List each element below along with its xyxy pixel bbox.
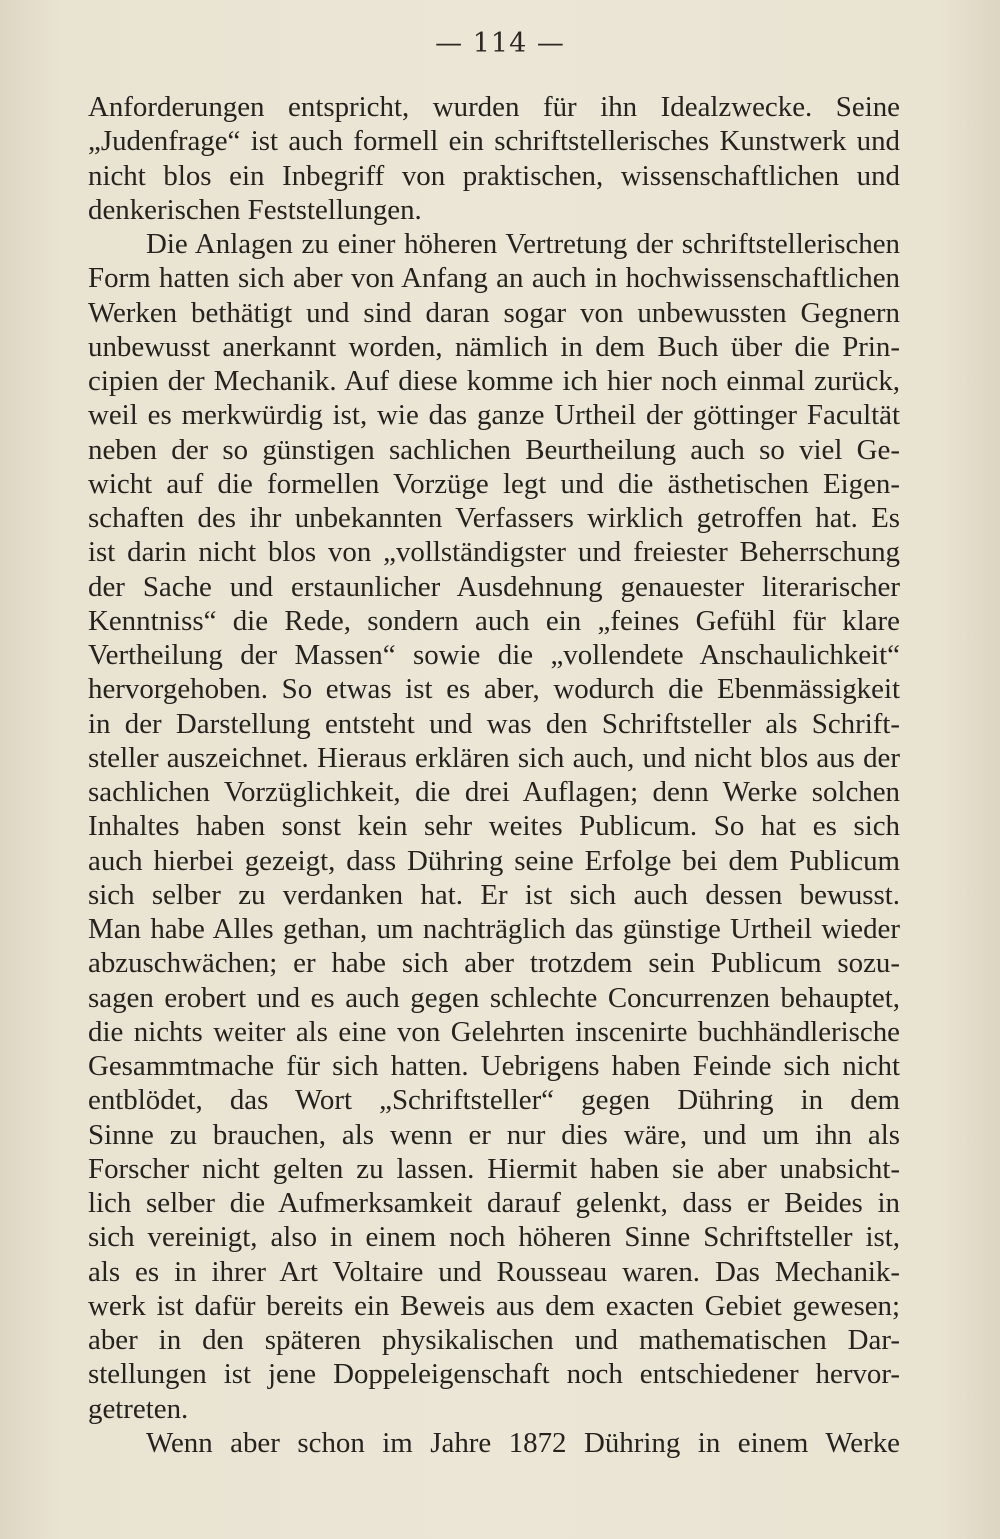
text-line: neben der so günstigen sachlichen Beurtheilung auch so viel Ge-	[88, 433, 900, 466]
text-line: sachlichen Vorzüglichkeit, die drei Auflagen; denn Werke solchen	[88, 776, 900, 808]
body-text	[88, 90, 900, 1460]
text-line: aber in den späteren physikalischen und mathematischen Dar-	[88, 1324, 900, 1356]
text-line: Die Anlagen zu einer höheren Vertretung der schriftstellerischen	[146, 228, 900, 260]
paragraph	[88, 90, 900, 227]
text-line: sagen erobert und es auch gegen schlechte Concurrenzen behauptet,	[88, 981, 900, 1014]
paragraph	[88, 1426, 900, 1460]
text-line: Forscher nicht gelten zu lassen. Hiermit haben sie aber unabsicht-	[88, 1152, 900, 1185]
text-line: in der Darstellung entsteht und was den Schriftsteller als Schrift-	[88, 707, 900, 740]
text-line: Vertheilung der Massen“ sowie die „vollendete Anschaulichkeit“	[88, 639, 900, 671]
text-line: sich vereinigt, also in einem noch höheren Sinne Schriftsteller ist,	[88, 1221, 900, 1254]
text-line: unbewusst anerkannt worden, nämlich in dem Buch über die Prin-	[88, 330, 900, 363]
text-line: lich selber die Aufmerksamkeit darauf gelenkt, dass er Beides in	[88, 1187, 900, 1219]
text-line: stellungen ist jene Doppeleigenschaft noch entschiedener hervor-	[88, 1358, 900, 1391]
text-line: getreten.	[88, 1392, 189, 1425]
text-line: cipien der Mechanik. Auf diese komme ich hier noch einmal zurück,	[88, 365, 900, 397]
text-line: weil es merkwürdig ist, wie das ganze Urtheil der göttinger Facultät	[88, 399, 900, 432]
text-line: schaften des ihr unbekannten Verfassers wirklich getroffen hat. Es	[88, 502, 900, 534]
text-line: entblödet, das Wort „Schriftsteller“ gegen Dühring in dem	[88, 1084, 900, 1117]
text-line: Sinne zu brauchen, als wenn er nur dies wäre, und um ihn als	[88, 1118, 900, 1151]
text-line: Wenn aber schon im Jahre 1872 Dühring in einem Werke	[146, 1426, 900, 1459]
page-number: — 114 —	[435, 28, 565, 59]
paragraph	[88, 227, 900, 1426]
text-line: der Sache und erstaunlicher Ausdehnung genauester literarischer	[88, 570, 900, 603]
text-line: die nichts weiter als eine von Gelehrten inscenirte buchhändlerische	[88, 1015, 900, 1048]
text-line: hervorgehoben. So etwas ist es aber, wodurch die Ebenmässigkeit	[88, 673, 900, 706]
text-line: abzuschwächen; er habe sich aber trotzdem sein Publicum sozu-	[88, 947, 900, 980]
text-line: „Judenfrage“ ist auch formell ein schriftstellerisches Kunstwerk und	[88, 125, 900, 158]
text-line: auch hierbei gezeigt, dass Dühring seine Erfolge bei dem Publicum	[88, 844, 900, 877]
text-line: Gesammtmache für sich hatten. Uebrigens haben Feinde sich nicht	[88, 1050, 900, 1082]
text-line: Werken bethätigt und sind daran sogar von unbewussten Gegnern	[88, 296, 900, 329]
text-line: Anforderungen entspricht, wurden für ihn Idealzwecke. Seine	[88, 91, 900, 123]
text-line: als es in ihrer Art Voltaire und Rousseau waren. Das Mechanik-	[88, 1255, 900, 1288]
text-line: Man habe Alles gethan, um nachträglich das günstige Urtheil wieder	[88, 913, 900, 945]
text-line: sich selber zu verdanken hat. Er ist sich auch dessen bewusst.	[88, 878, 900, 911]
text-line: Inhaltes haben sonst kein sehr weites Publicum. So hat es sich	[88, 810, 900, 843]
text-line: nicht blos ein Inbegriff von praktischen, wissenschaftlichen und	[88, 159, 900, 192]
text-line: Form hatten sich aber von Anfang an auch in hochwissenschaftlichen	[88, 262, 900, 295]
text-line: wicht auf die formellen Vorzüge legt und die ästhetischen Eigen-	[88, 467, 900, 500]
text-line: denkerischen Feststellungen.	[88, 193, 422, 226]
text-line: steller auszeichnet. Hieraus erklären sich auch, und nicht blos aus der	[88, 741, 900, 774]
text-line: werk ist dafür bereits ein Beweis aus dem exacten Gebiet gewesen;	[88, 1289, 900, 1322]
text-line: Kenntniss“ die Rede, sondern auch ein „feines Gefühl für klare	[88, 604, 900, 637]
text-line: ist darin nicht blos von „vollständigster und freiester Beherrschung	[88, 536, 900, 569]
